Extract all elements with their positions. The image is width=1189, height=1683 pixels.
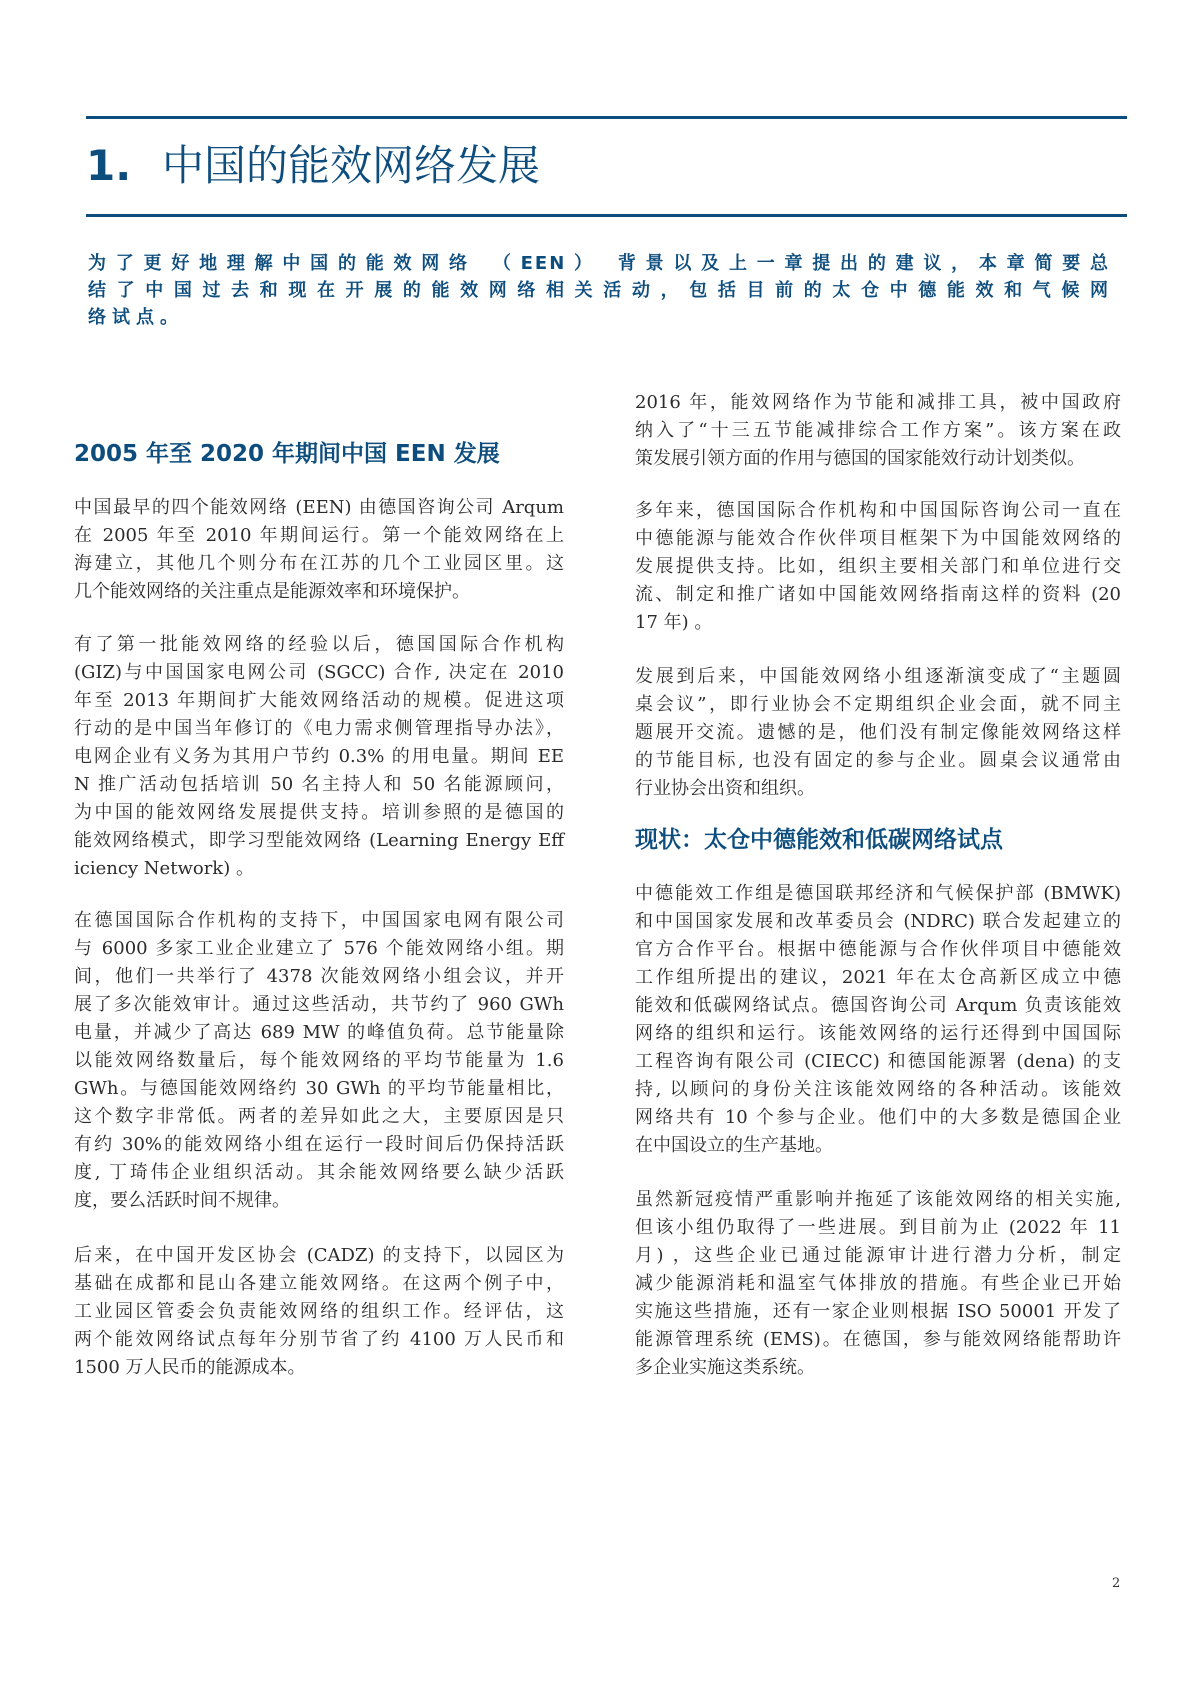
text-line: 与 6000 多家工业企业建立了 576 个能效网络小组。期 [74,938,564,959]
text-line: 多年来，德国国际合作机构和中国国际咨询公司一直在 [635,500,1121,521]
text-line: 有了第一批能效网络的经验以后，德国国际合作机构 [74,634,564,655]
text-line: 流、制定和推广诸如中国能效网络指南这样的资料 (20 [635,584,1121,605]
text-line: 虽然新冠疫情严重影响并拖延了该能效网络的相关实施, [635,1189,1121,1210]
text-line: 桌会议”，即行业协会不定期组织企业会面，就不同主 [635,694,1121,715]
paragraph [74,907,564,1215]
text-line: 间，他们一共举行了 4378 次能效网络小组会议，并开 [74,966,564,987]
paragraph [74,494,564,606]
text-line: 工业园区管委会负责能效网络的组织工作。经评估，这 [74,1301,564,1322]
text-line: 多企业实施这类系统。 [635,1357,815,1378]
text-line: 的节能目标, 也没有固定的参与企业。圆桌会议通常由 [635,750,1121,771]
text-line: 能效和低碳网络试点。德国咨询公司 Arqum 负责该能效 [635,995,1121,1016]
top-rule [86,116,1127,119]
text-line: 实施这些措施，还有一家企业则根据 ISO 50001 开发了 [635,1301,1121,1322]
text-line: 2016 年，能效网络作为节能和减排工具，被中国政府 [635,392,1121,413]
text-line: 减少能源消耗和温室气体排放的措施。有些企业已开始 [635,1273,1121,1294]
section-heading-taicang-pilot: 现状：太仓中德能效和低碳网络试点 [635,827,1003,853]
bottom-rule [86,214,1127,217]
chapter-number: 1. [86,141,132,190]
text-line: 度，要么活跃时间不规律。 [74,1190,290,1211]
text-line: 17 年) 。 [635,612,713,633]
text-line: 但该小组仍取得了一些进展。到目前为止 (2022 年 11 [635,1217,1121,1238]
text-line: 纳入了“十三五节能减排综合工作方案”。该方案在政 [635,420,1121,441]
text-line: 发展提供支持。比如，组织主要相关部门和单位进行交 [635,556,1121,577]
intro-summary [88,250,1110,331]
text-line: 两个能效网络试点每年分别节省了约 4100 万人民币和 [74,1329,564,1350]
text-line: 官方合作平台。根据中德能源与合作伙伴项目中德能效 [635,939,1121,960]
text-line: 年至 2013 年期间扩大能效网络活动的规模。促进这项 [74,690,564,711]
section-heading-een-development: 2005 年至 2020 年期间中国 EEN 发展 [74,441,500,467]
text-line: 题展开交流。遗憾的是，他们没有制定像能效网络这样 [635,722,1121,743]
text-line: 工程咨询有限公司 (CIECC) 和德国能源署 (dena) 的支 [635,1051,1121,1072]
text-line: 电量，并减少了高达 689 MW 的峰值负荷。总节能量除 [74,1022,564,1043]
page-number: 2 [1112,1576,1121,1591]
text-line: 在中国设立的生产基地。 [635,1135,833,1156]
text-line: 持, 以顾问的身份关注该能效网络的各种活动。该能效 [635,1079,1121,1100]
paragraph [635,880,1121,1160]
text-line: 能效网络模式，即学习型能效网络 (Learning Energy Eff [74,830,564,851]
text-line: 络试点。 [88,307,184,328]
text-line: 能源管理系统 (EMS)。在德国，参与能效网络能帮助许 [635,1329,1121,1350]
paragraph [635,1186,1121,1382]
chapter-title-text: 中国的能效网络发展 [162,141,541,190]
text-line: 行业协会出资和组织。 [635,778,815,799]
text-line: 后来，在中国开发区协会 (CADZ) 的支持下，以园区为 [74,1245,564,1266]
text-line: 为了更好地理解中国的能效网络 （EEN） 背景以及上一章提出的建议，本章简要总 [88,253,1110,274]
paragraph [74,631,564,883]
text-line: N 推广活动包括培训 50 名主持人和 50 名能源顾问， [74,774,564,795]
text-line: 以能效网络数量后，每个能效网络的平均节能量为 1.6 [74,1050,564,1071]
text-line: 基础在成都和昆山各建立能效网络。在这两个例子中， [74,1273,564,1294]
text-line: 结了中国过去和现在开展的能效网络相关活动，包括目前的太仓中德能效和气候网 [88,280,1110,301]
text-line: 展了多次能效审计。通过这些活动，共节约了 960 GWh [74,994,564,1015]
text-line: GWh。与德国能效网络约 30 GWh 的平均节能量相比， [74,1078,564,1099]
text-line: 中德能源与能效合作伙伴项目框架下为中国能效网络的 [635,528,1121,549]
text-line: 有约 30%的能效网络小组在运行一段时间后仍保持活跃 [74,1134,564,1155]
text-line: 网络共有 10 个参与企业。他们中的大多数是德国企业 [635,1107,1121,1128]
text-line: 中德能效工作组是德国联邦经济和气候保护部 (BMWK) [635,883,1121,904]
text-line: 海建立，其他几个则分布在江苏的几个工业园区里。这 [74,553,564,574]
chapter-title [86,140,540,192]
text-line: 策发展引领方面的作用与德国的国家能效行动计划类似。 [635,448,1085,469]
text-line: 网络的组织和运行。该能效网络的运行还得到中国国际 [635,1023,1121,1044]
text-line: 为中国的能效网络发展提供支持。培训参照的是德国的 [74,802,564,823]
text-line: iciency Network) 。 [74,858,254,879]
text-line: 电网企业有义务为其用户节约 0.3% 的用电量。期间 EE [74,746,564,767]
text-line: 度, 丁琦伟企业组织活动。其余能效网络要么缺少活跃 [74,1162,564,1183]
text-line: 月) ，这些企业已通过能源审计进行潜力分析，制定 [635,1245,1121,1266]
text-line: 几个能效网络的关注重点是能源效率和环境保护。 [74,581,470,602]
text-line: 发展到后来，中国能效网络小组逐渐演变成了“主题圆 [635,666,1121,687]
text-line: 工作组所提出的建议，2021 年在太仓高新区成立中德 [635,967,1121,988]
paragraph [74,1242,564,1382]
text-line: 在 2005 年至 2010 年期间运行。第一个能效网络在上 [74,525,564,546]
text-line: (GIZ)与中国国家电网公司 (SGCC) 合作, 决定在 2010 [74,662,564,683]
text-line: 在德国国际合作机构的支持下，中国国家电网有限公司 [74,910,564,931]
text-line: 行动的是中国当年修订的《电力需求侧管理指导办法》， [74,718,564,739]
text-line: 这个数字非常低。两者的差异如此之大，主要原因是只 [74,1106,564,1127]
paragraph [635,389,1121,473]
text-line: 中国最早的四个能效网络 (EEN) 由德国咨询公司 Arqum [74,497,564,518]
paragraph [635,497,1121,637]
text-line: 和中国国家发展和改革委员会 (NDRC) 联合发起建立的 [635,911,1121,932]
text-line: 1500 万人民币的能源成本。 [74,1357,306,1378]
paragraph [635,663,1121,803]
